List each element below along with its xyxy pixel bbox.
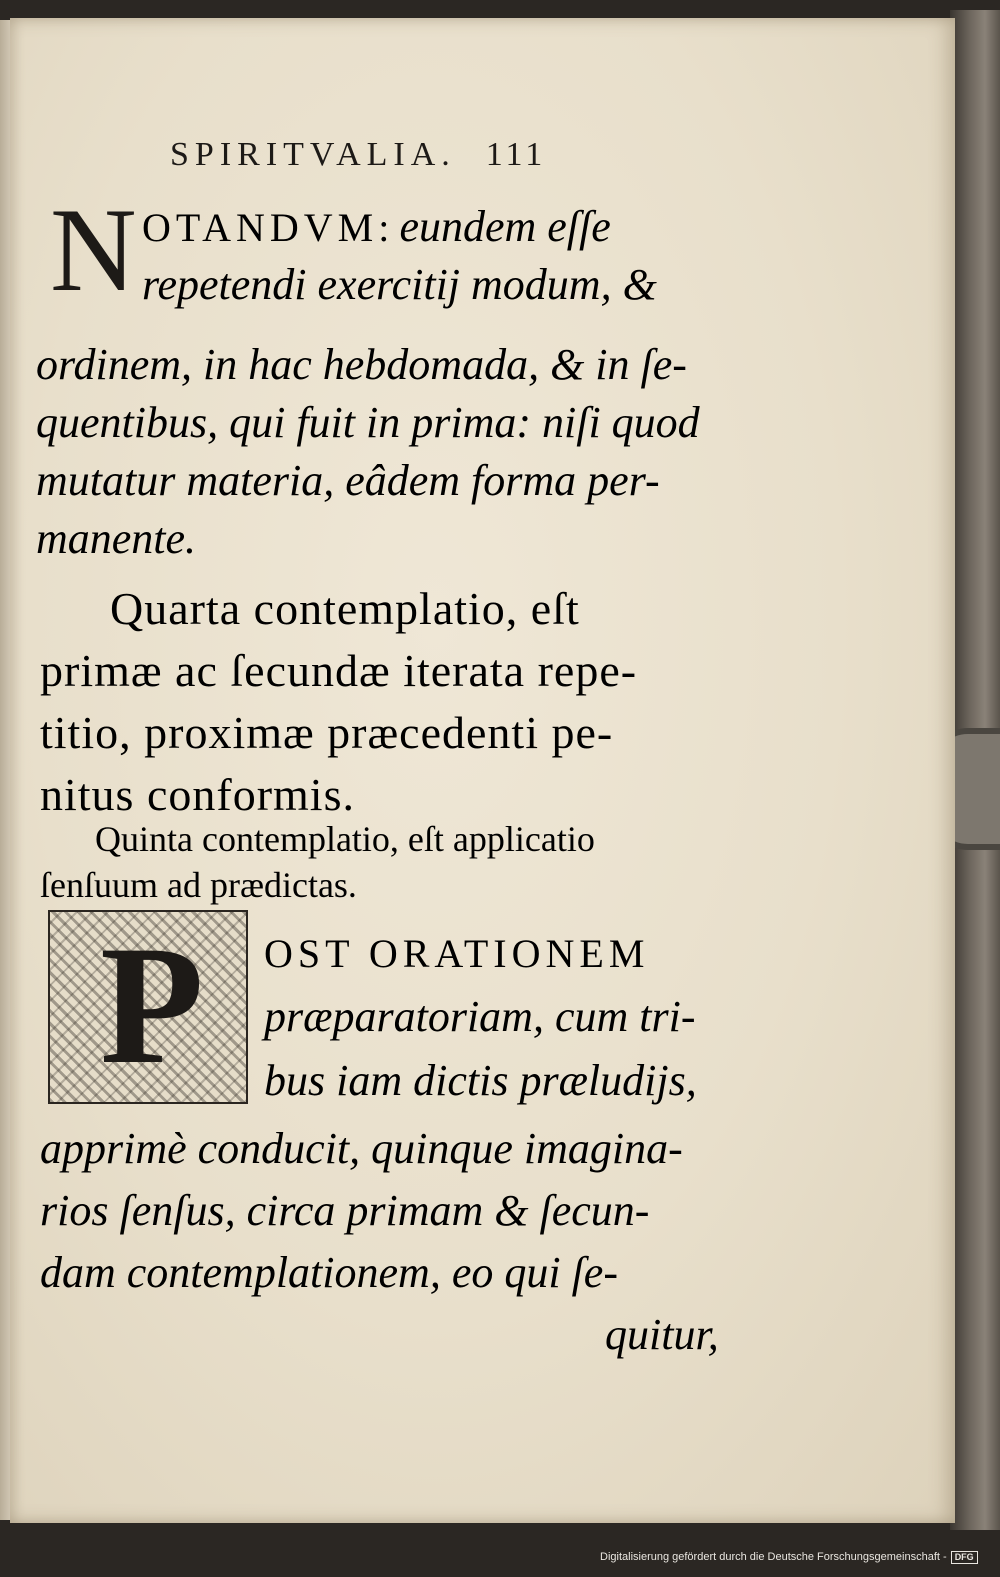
drop-cap-n: N — [50, 183, 137, 316]
digitization-credit — [600, 1551, 978, 1564]
paragraph-4-line-4: apprimè conducit, quinque imagina- — [40, 1124, 683, 1173]
paragraph-4-line-6: dam contemplationem, eo qui ſe- — [40, 1248, 618, 1297]
paragraph-4-head — [264, 923, 697, 1113]
paragraph-1-line-3: ordinem, in hac hebdomada, & in ſe- — [36, 340, 687, 389]
ornamental-drop-cap-p — [48, 910, 248, 1104]
paragraph-1-body — [36, 336, 700, 568]
credit-text: Digitalisierung gefördert durch die Deutsche Forschungsgemeinschaft - — [600, 1551, 947, 1563]
paragraph-4-line-5: rios ſenſus, circa primam & ſecun- — [40, 1186, 650, 1235]
running-header — [170, 136, 546, 174]
paragraph-3 — [40, 816, 595, 908]
paragraph-4-line-2: præparatoriam, cum tri- — [264, 992, 696, 1041]
page-number: 111 — [485, 136, 547, 173]
paragraph-2-line-1: Quarta contemplatio, eſt — [110, 583, 580, 634]
paragraph-1-line-4: quentibus, qui fuit in prima: niſi quod — [36, 398, 700, 447]
paragraph-4-line-1: OST ORATIONEM — [264, 931, 650, 976]
paragraph-4-body — [40, 1118, 719, 1366]
paragraph-3-line-2: ſenſuum ad prædictas. — [40, 865, 357, 905]
book-page — [10, 18, 955, 1523]
paragraph-2 — [40, 578, 637, 826]
running-title: SPIRITVALIA. — [170, 136, 456, 173]
paragraph-1-line-6: manente. — [36, 514, 197, 563]
small-caps-opening: OTANDVM: — [142, 205, 395, 250]
catchword: quitur, — [605, 1310, 719, 1359]
italic-text: eundem eſſe — [399, 202, 611, 251]
drop-cap-p-letter: P — [100, 911, 204, 1099]
paragraph-1-line-2: repetendi exercitij modum, & — [142, 260, 657, 309]
paragraph-1-line-5: mutatur materia, eâdem forma per- — [36, 456, 660, 505]
paragraph-4-line-3: bus iam dictis præludijs, — [264, 1056, 697, 1105]
paragraph-1-line-1 — [142, 198, 657, 256]
paragraph-2-line-3: titio, proximæ præcedenti pe- — [40, 707, 614, 758]
paragraph-2-line-4: nitus conformis. — [40, 769, 355, 820]
dfg-logo: DFG — [951, 1551, 978, 1564]
paragraph-1-head — [142, 198, 657, 314]
paragraph-3-line-1: Quinta contemplatio, eſt applicatio — [95, 819, 595, 859]
paragraph-2-line-2: primæ ac ſecundæ iterata repe- — [40, 645, 638, 696]
